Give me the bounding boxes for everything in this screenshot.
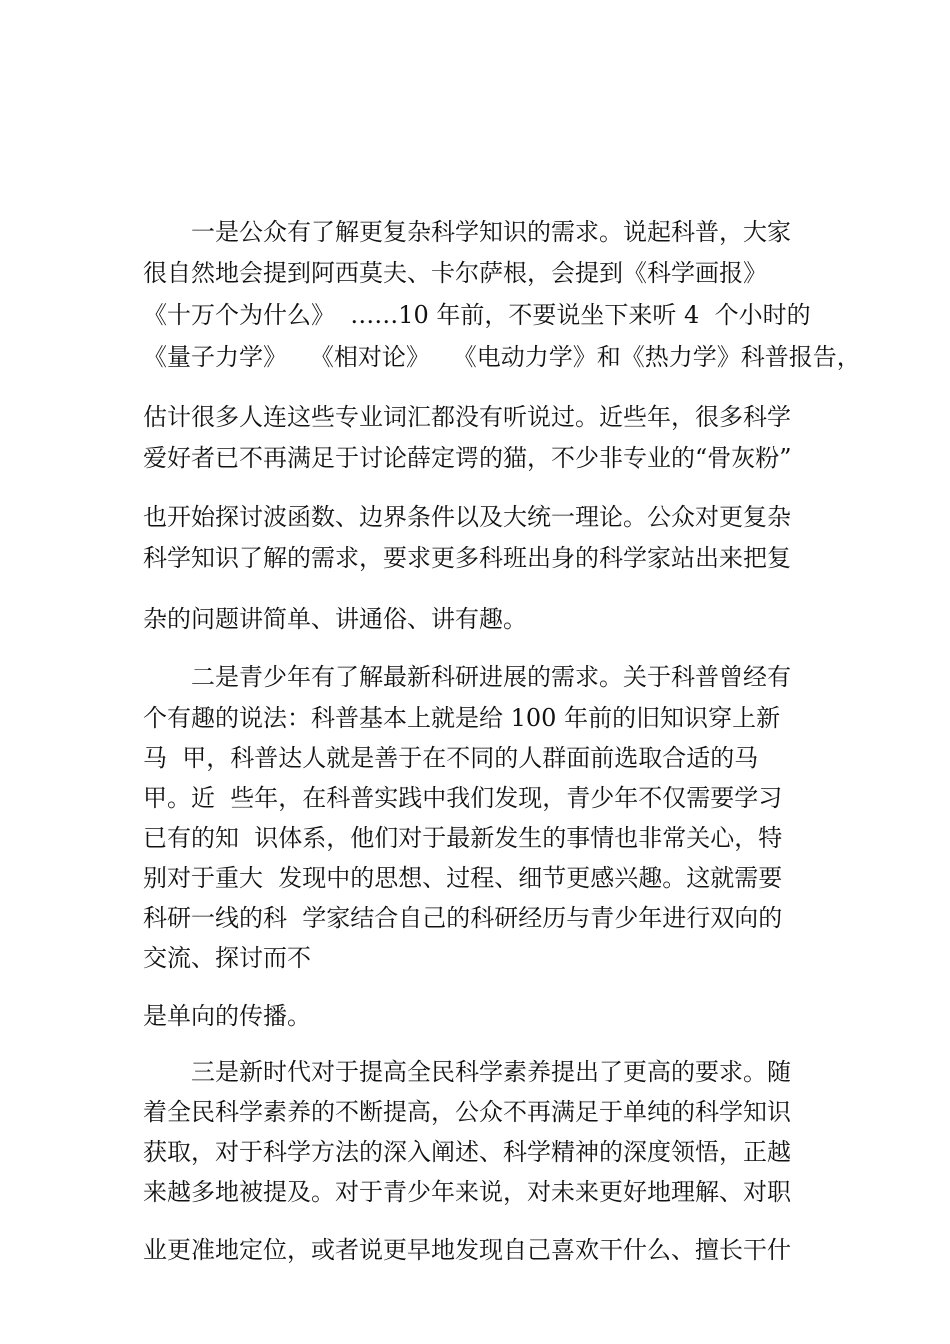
paragraph-2-line-9: 是单向的传播。 bbox=[143, 1002, 311, 1030]
paragraph-3-line-4: 来越多地被提及。对于青少年来说，对未来更好地理解、对职 bbox=[143, 1178, 791, 1206]
paragraph-1-line-7: 也开始探讨波函数、边界条件以及大统一理论。公众对更复杂 bbox=[143, 503, 791, 531]
paragraph-1-line-3: 《十万个为什么》 ……10 年前，不要说坐下来听 4 个小时的 bbox=[143, 301, 811, 329]
paragraph-1-line-5: 估计很多人连这些专业词汇都没有听说过。近些年，很多科学 bbox=[143, 403, 791, 431]
paragraph-3-line-1: 三是新时代对于提高全民科学素养提出了更高的要求。随 bbox=[191, 1058, 791, 1086]
paragraph-1-line-2: 很自然地会提到阿西莫夫、卡尔萨根，会提到《科学画报》 bbox=[143, 259, 767, 287]
paragraph-1-line-8: 科学知识了解的需求，要求更多科班出身的科学家站出来把复 bbox=[143, 544, 791, 572]
paragraph-1-line-9: 杂的问题讲简单、讲通俗、讲有趣。 bbox=[143, 605, 527, 633]
paragraph-2-line-6: 别对于重大 发现中的思想、过程、细节更感兴趣。这就需要 bbox=[143, 864, 783, 892]
paragraph-2-line-1: 二是青少年有了解最新科研进展的需求。关于科普曾经有 bbox=[191, 663, 791, 691]
paragraph-1-line-4: 《量子力学》 《相对论》 《电动力学》和《热力学》科普报告， bbox=[143, 343, 861, 371]
paragraph-2-line-5: 已有的知 识体系，他们对于最新发生的事情也非常关心，特 bbox=[143, 824, 783, 852]
paragraph-2-line-3: 马 甲，科普达人就是善于在不同的人群面前选取合适的马 bbox=[143, 744, 759, 772]
paragraph-1-line-1: 一是公众有了解更复杂科学知识的需求。说起科普，大家 bbox=[191, 218, 791, 246]
paragraph-3-line-5: 业更准地定位，或者说更早地发现自己喜欢干什么、擅长干什 bbox=[143, 1236, 791, 1264]
paragraph-1-line-6: 爱好者已不再满足于讨论薛定谔的猫，不少非专业的“骨灰粉” bbox=[143, 444, 792, 472]
paragraph-3-line-2: 着全民科学素养的不断提高，公众不再满足于单纯的科学知识 bbox=[143, 1098, 791, 1126]
paragraph-3-line-3: 获取，对于科学方法的深入阐述、科学精神的深度领悟，正越 bbox=[143, 1138, 791, 1166]
paragraph-2-line-7: 科研一线的科 学家结合自己的科研经历与青少年进行双向的 bbox=[143, 904, 783, 932]
paragraph-2-line-8: 交流、探讨而不 bbox=[143, 944, 311, 972]
paragraph-2-line-4: 甲。近 些年，在科普实践中我们发现，青少年不仅需要学习 bbox=[143, 784, 783, 812]
paragraph-2-line-2: 个有趣的说法：科普基本上就是给 100 年前的旧知识穿上新 bbox=[143, 704, 781, 732]
